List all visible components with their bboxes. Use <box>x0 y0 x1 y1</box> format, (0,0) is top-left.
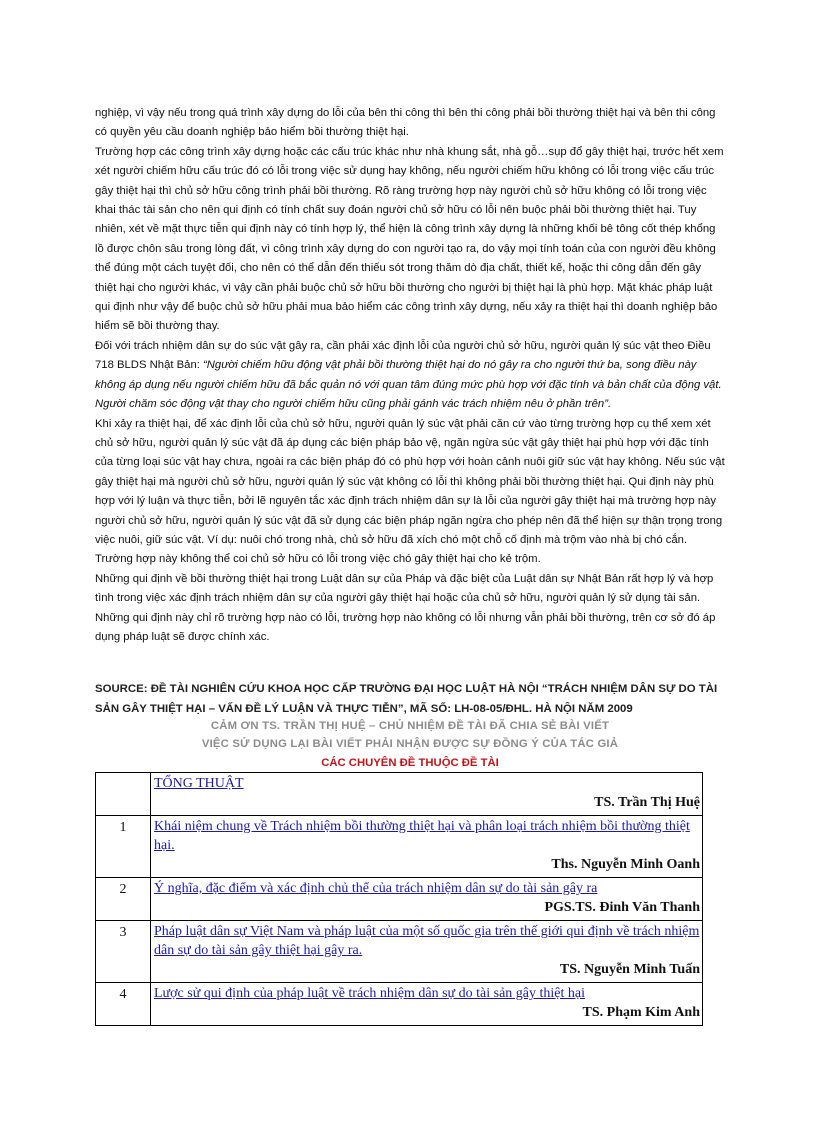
topic-cell <box>151 816 703 878</box>
topic-cell <box>151 773 703 816</box>
topic-number <box>96 773 151 816</box>
source-citation: SOURCE: ĐỀ TÀI NGHIÊN CỨU KHOA HỌC CẤP TRƯỜNG ĐẠI HỌC LUẬT HÀ NỘI “TRÁCH NHIỆM DÂN SỰ DO TÀI SẢN GÂY THIỆT HẠI – VẤN ĐỀ LÝ LUẬN VÀ THỰC TIỄN”, MÃ SỐ: LH-08-05/ĐHL. HÀ NỘI NĂM 2009 <box>95 683 718 715</box>
topic-author: TS. Trần Thị Huệ <box>594 795 700 810</box>
topic-number: 3 <box>96 921 151 983</box>
topic-cell <box>151 921 703 983</box>
topic-number: 4 <box>96 983 151 1026</box>
table-row <box>96 816 703 878</box>
table-row <box>96 773 703 816</box>
topic-author: Ths. Nguyễn Minh Oanh <box>551 857 700 872</box>
table-row <box>96 983 703 1026</box>
topic-link-overview[interactable]: TỔNG THUẬT <box>154 776 244 791</box>
paragraph <box>95 337 725 415</box>
permission-note: VIỆC SỬ DỤNG LẠI BÀI VIẾT PHẢI NHẬN ĐƯỢC SỰ ĐỒNG Ý CỦA TÁC GIẢ <box>201 738 619 750</box>
topic-author: TS. Nguyễn Minh Tuấn <box>559 962 700 977</box>
topic-author: PGS.TS. Đinh Văn Thanh <box>544 900 700 915</box>
topic-link-1[interactable]: Khái niệm chung về Trách nhiệm bồi thường thiệt hại và phân loại trách nhiệm bồi thường thiệt hại. <box>154 819 690 853</box>
thanks-note: CẢM ƠN TS. TRẦN THỊ HUỆ – CHỦ NHIỆM ĐỀ TÀI ĐÃ CHIA SẺ BÀI VIẾT <box>210 720 610 732</box>
quoted-article-718: “Người chiếm hữu động vật phải bồi thường thiệt hại do nó gây ra cho người thứ ba, song điều này không áp dụng nếu người chiếm hữu đã bắc quản nó với quan tâm đúng mức phù hợp với đặc tính và bản chất của động vật. Người chăm sóc động vật thay cho người chiếm hữu cũng phải gánh vác trách nhiệm nêu ở phần trên”. <box>95 359 722 411</box>
topic-link-4[interactable]: Lược sử qui định của pháp luật về trách nhiệm dân sự do tài sản gây thiệt hại <box>154 986 585 1001</box>
table-row <box>96 878 703 921</box>
topics-table <box>95 772 703 1026</box>
topic-link-3[interactable]: Pháp luật dân sự Việt Nam và pháp luật của một số quốc gia trên thế giới qui định về trách nhiệm dân sự do tài sản gây thiệt hại gây ra. <box>154 924 700 958</box>
topics-heading: CÁC CHUYÊN ĐỀ THUỘC ĐỀ TÀI <box>321 757 499 769</box>
table-row <box>96 921 703 983</box>
paragraph: Những qui định về bồi thường thiệt hại trong Luật dân sự của Pháp và đặc biệt của Luật dân sự Nhật Bản rất hợp lý và hợp tình trong việc xác định trách nhiệm dân sự của người gây thiệt hại hoặc của chủ sở hữu, người quản lý sử dụng tài sản. Những qui định này chỉ rõ trường hợp nào có lỗi, trường hợp nào không có lỗi nhưng vẫn phải bồi thường, trên cơ sở đó áp dụng pháp luật sẽ được chính xác. <box>95 572 716 643</box>
topic-number: 2 <box>96 878 151 921</box>
paragraph-text: Đối với trách nhiệm dân sự do súc vật gây ra, cần phải xác định lỗi của người chủ sở hữu, người quản lý súc vật theo Điều 718 BLDS Nhật Bản: <box>95 339 711 372</box>
topic-number: 1 <box>96 816 151 878</box>
article-body <box>95 104 725 647</box>
paragraph: nghiệp, vì vậy nếu trong quá trình xây dựng do lỗi của bên thi công thì bên thi công phải bồi thường thiệt hại và bên thi công có quyền yêu cầu doanh nghiệp bảo hiểm bồi thường thiệt hại. <box>95 107 716 139</box>
topic-author: TS. Phạm Kim Anh <box>582 1005 700 1020</box>
topic-link-2[interactable]: Ý nghĩa, đặc điểm và xác định chủ thể của trách nhiệm dân sự do tài sản gây ra <box>154 881 598 896</box>
paragraph: Khi xảy ra thiệt hại, để xác định lỗi của chủ sở hữu, người quản lý súc vật phải căn cứ vào từng trường hợp cụ thể xem xét chủ sở hữu, người quản lý súc vật đã áp dụng các biện pháp bảo vệ, ngăn ngừa súc vật gây thiệt hại phù hợp với đặc tính của từng loại súc vật hay chưa, ngoài ra các biện pháp đó có phù hợp với hoàn cảnh nuôi giữ súc vật hay không. Nếu súc vật gây thiệt hại mà người chủ sở hữu, người quản lý súc vật không có lỗi thì không phải bồi thường thiệt hại. Qui định này phù hợp với lý luận và thực tiễn, bởi lẽ nguyên tắc xác định trách nhiệm dân sự là lỗi của người gây thiệt hại mà trường hợp này người chủ sở hữu, người quản lý súc vật đã sử dụng các biện pháp ngăn ngừa cho phép nên đã thể hiện sự thận trọng trong việc nuôi, giữ súc vật. Ví dụ: nuôi chó trong nhà, chủ sở hữu đã xích chó một chỗ cố định mà trộm vào nhà bị chó cắn. Trường hợp này không thể coi chủ sở hữu có lỗi trong việc chó gây thiệt hại cho kẻ trộm. <box>95 417 725 566</box>
paragraph: Trường hợp các công trình xây dựng hoặc các cấu trúc khác như nhà khung sắt, nhà gỗ…sụp đổ gây thiệt hại, trước hết xem xét người chiếm hữu cấu trúc đó có lỗi trong việc sử dụng hay không, nếu người chiếm hữu không có lỗi trong việc cấu trúc gây thiệt hại thì chủ sở hữu công trình phải bồi thường. Rõ ràng trường hợp này người chủ sở hữu không có lỗi trong việc khai thác tài sản cho nên qui định có tính chất suy đoán người chủ sở hữu có lỗi nên buộc phải bồi thường thiệt hại. Tuy nhiên, xét về mặt thực tiễn qui định này có tính hợp lý, thể hiện là công trình xây dựng là những khối bê tông cốt thép khổng lồ được chôn sâu trong lòng đất, vì công trình xây dựng do con người tạo ra, do vậy mọi tính toán của con người đều không thể đúng một cách tuyệt đối, cho nên có thể dẫn đến thiếu sót trong thăm dò địa chất, thiết kế, hoặc thi công dẫn đến gây thiệt hại cho người khác, vì vậy cần phải buộc chủ sở hữu bồi thường cho người bị thiệt hại là phù hợp. Mặt khác pháp luật qui định như vậy để buộc chủ sở hữu phải mua bảo hiểm các công trình xây dựng, nếu xảy ra thiệt hại thì doanh nghiệp bảo hiểm sẽ bồi thường thay. <box>95 145 724 333</box>
topic-cell <box>151 983 703 1026</box>
topic-cell <box>151 878 703 921</box>
